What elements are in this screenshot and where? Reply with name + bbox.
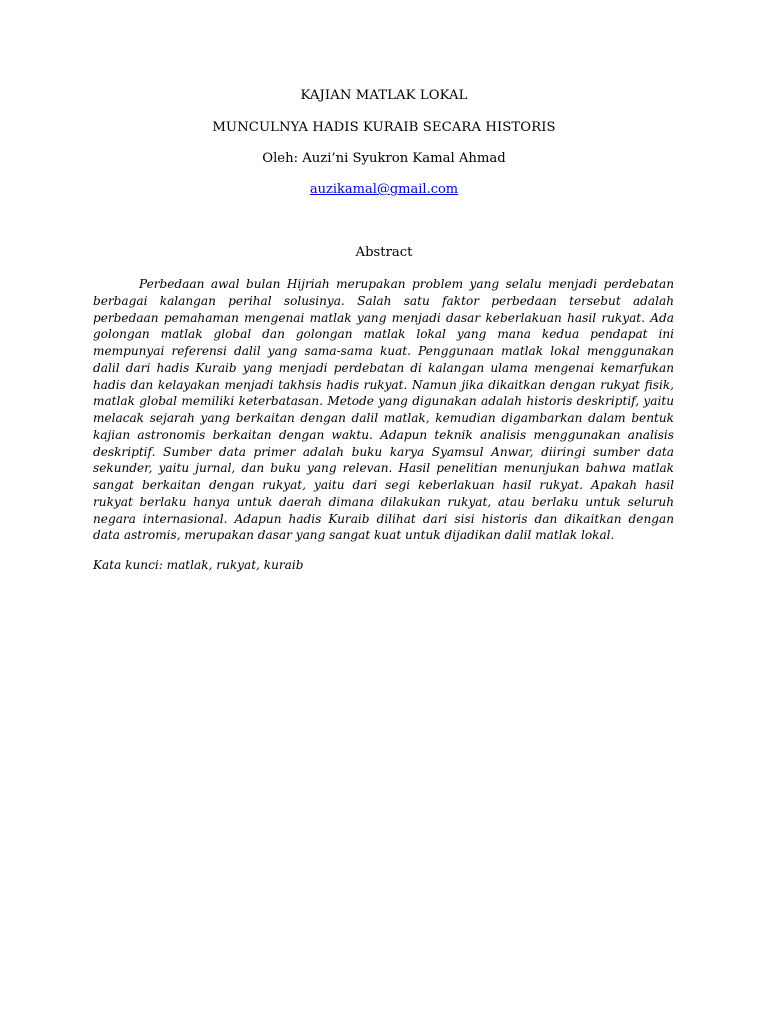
abstract-line: Perbedaan awal bulan Hijriah merupakan problem yang selalu menjadi perdebatan	[139, 277, 674, 291]
abstract-line: deskriptif. Sumber data primer adalah buku karya Syamsul Anwar, diiringi sumber data	[93, 444, 674, 459]
author-line: Oleh: Auzi’ni Syukron Kamal Ahmad	[262, 151, 506, 166]
abstract-heading: Abstract	[355, 245, 413, 260]
abstract-line: rukyat berlaku hanya untuk daerah dimana dilakukan rukyat, atau berlaku untuk seluruh	[93, 494, 674, 509]
abstract-line: melacak sejarah yang berkaitan dengan dalil matlak, kemudian digambarkan dalam bentuk	[93, 411, 674, 425]
abstract-line: sangat berkaitan dengan rukyat, yaitu dari segi keberlakuan hasil rukyat. Apakah hasil	[93, 478, 674, 492]
abstract-line: data astromis, merupakan dasar yang sangat kuat untuk dijadikan dalil matlak lokal.	[93, 528, 615, 543]
abstract-paragraph	[93, 276, 674, 544]
abstract-line: perbedaan pemahaman mengenai matlak yang menjadi dasar keberlakuan hasil rukyat. Ada	[93, 310, 674, 325]
keywords-line: Kata kunci: matlak, rukyat, kuraib	[93, 558, 304, 572]
email-line	[0, 182, 768, 198]
email-link[interactable]: auzikamal@gmail.com	[309, 182, 459, 197]
abstract-line: kajian astronomis berkaitan dengan waktu. Adapun teknik analisis menggunakan analisis	[93, 427, 674, 442]
paper-subtitle: MUNCULNYA HADIS KURAIB SECARA HISTORIS	[212, 120, 556, 135]
abstract-line: berbagai kalangan perihal solusinya. Salah satu faktor perbedaan tersebut adalah	[93, 293, 674, 308]
abstract-line: dalil dari hadis Kuraib yang menjadi perdebatan di kalangan ulama mengenai kemarfukan	[93, 360, 674, 375]
abstract-line: hadis dan kelayakan menjadi takhsis hadis rukyat. Namun jika dikaitkan dengan rukyat fisik,	[93, 377, 674, 392]
abstract-line: golongan matlak global dan golongan matlak lokal yang mana kedua pendapat ini	[93, 327, 674, 342]
abstract-line: negara internasional. Adapun hadis Kuraib dilihat dari sisi historis dan dikaitkan dengan	[93, 511, 674, 526]
abstract-line: matlak global memiliki keterbatasan. Metode yang digunakan adalah historis deskriptif, yaitu	[93, 394, 674, 409]
abstract-line: mempunyai referensi dalil yang sama-sama kuat. Penggunaan matlak lokal menggunakan	[93, 344, 674, 358]
paper-title: KAJIAN MATLAK LOKAL	[300, 88, 468, 103]
abstract-line: sekunder, yaitu jurnal, dan buku yang relevan. Hasil penelitian menunjukan bahwa matlak	[93, 461, 674, 476]
